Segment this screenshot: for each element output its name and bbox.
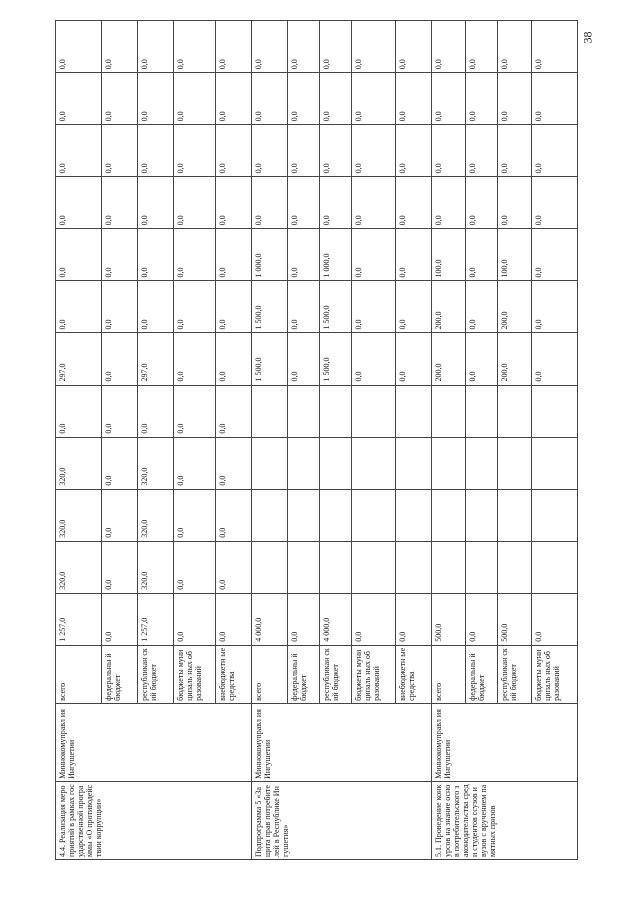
value-cell: 0,0 xyxy=(56,281,102,333)
value-cell: 0,0 xyxy=(396,125,432,177)
executor-cell: Миннокомуправл ия Ингушетии xyxy=(56,703,252,781)
value-cell: 0,0 xyxy=(396,333,432,385)
value-cell: 320,0 xyxy=(138,437,174,489)
value-cell xyxy=(320,541,352,593)
value-cell: 0,0 xyxy=(102,333,138,385)
value-cell: 0,0 xyxy=(102,73,138,125)
value-cell: 0,0 xyxy=(216,229,252,281)
value-cell xyxy=(396,437,432,489)
value-cell: 0,0 xyxy=(216,281,252,333)
value-cell: 0,0 xyxy=(252,73,288,125)
value-cell: 0,0 xyxy=(102,437,138,489)
value-cell: 0,0 xyxy=(216,385,252,437)
value-cell: 0,0 xyxy=(138,125,174,177)
value-cell: 0,0 xyxy=(466,177,498,229)
value-cell: 0,0 xyxy=(466,73,498,125)
value-cell: 0,0 xyxy=(216,541,252,593)
value-cell: 0,0 xyxy=(466,281,498,333)
value-cell: 0,0 xyxy=(216,489,252,541)
value-cell: 0,0 xyxy=(174,21,216,73)
value-cell: 100,0 xyxy=(432,229,466,281)
executor-cell: Миннокомуправл ия Ингушетии xyxy=(432,703,578,781)
page-number: 38 xyxy=(580,31,595,44)
value-cell: 0,0 xyxy=(288,73,320,125)
value-cell: 0,0 xyxy=(102,541,138,593)
value-cell: 0,0 xyxy=(532,229,578,281)
value-cell: 0,0 xyxy=(532,21,578,73)
value-cell xyxy=(288,437,320,489)
value-cell: 4 000,0 xyxy=(252,593,288,645)
value-cell: 0,0 xyxy=(498,125,532,177)
value-cell xyxy=(432,437,466,489)
value-cell: 0,0 xyxy=(466,21,498,73)
value-cell: 0,0 xyxy=(288,281,320,333)
value-cell: 0,0 xyxy=(174,177,216,229)
funding-source-cell: республикан ский бюджет xyxy=(498,645,532,703)
value-cell: 0,0 xyxy=(352,333,396,385)
value-cell: 200,0 xyxy=(498,333,532,385)
value-cell: 0,0 xyxy=(432,177,466,229)
value-cell: 0,0 xyxy=(102,281,138,333)
value-cell: 1 257,0 xyxy=(56,593,102,645)
value-cell: 500,0 xyxy=(432,593,466,645)
value-cell: 0,0 xyxy=(56,21,102,73)
funding-source-cell: республикан ский бюджет xyxy=(138,645,174,703)
value-cell: 0,0 xyxy=(102,177,138,229)
value-cell xyxy=(432,385,466,437)
value-cell: 0,0 xyxy=(320,21,352,73)
value-cell: 0,0 xyxy=(56,125,102,177)
value-cell xyxy=(532,437,578,489)
value-cell: 297,0 xyxy=(138,333,174,385)
value-cell xyxy=(466,541,498,593)
value-cell: 0,0 xyxy=(352,229,396,281)
value-cell: 0,0 xyxy=(174,125,216,177)
value-cell: 100,0 xyxy=(498,229,532,281)
value-cell: 0,0 xyxy=(252,177,288,229)
table-body xyxy=(56,21,578,860)
value-cell xyxy=(252,437,288,489)
value-cell: 0,0 xyxy=(174,541,216,593)
budget-table xyxy=(55,20,578,860)
funding-source-cell: бюджеты муниципаль ных образований xyxy=(532,645,578,703)
funding-source-cell: федеральны й бюджет xyxy=(466,645,498,703)
value-cell: 0,0 xyxy=(56,385,102,437)
value-cell: 320,0 xyxy=(56,541,102,593)
value-cell: 0,0 xyxy=(288,21,320,73)
value-cell xyxy=(252,385,288,437)
value-cell: 0,0 xyxy=(216,73,252,125)
value-cell: 0,0 xyxy=(138,21,174,73)
table-row xyxy=(432,21,466,860)
value-cell xyxy=(320,385,352,437)
value-cell: 0,0 xyxy=(174,229,216,281)
value-cell: 297,0 xyxy=(56,333,102,385)
value-cell: 0,0 xyxy=(396,73,432,125)
executor-cell: Миннокомуправл ия Ингушетии xyxy=(252,703,432,781)
value-cell: 0,0 xyxy=(102,229,138,281)
value-cell xyxy=(396,489,432,541)
value-cell xyxy=(288,541,320,593)
value-cell: 0,0 xyxy=(532,593,578,645)
value-cell: 0,0 xyxy=(56,73,102,125)
value-cell: 1 500,0 xyxy=(252,281,288,333)
value-cell: 320,0 xyxy=(138,489,174,541)
value-cell: 320,0 xyxy=(56,437,102,489)
value-cell: 320,0 xyxy=(56,489,102,541)
value-cell: 1 500,0 xyxy=(320,333,352,385)
value-cell: 0,0 xyxy=(174,489,216,541)
value-cell xyxy=(532,541,578,593)
value-cell xyxy=(466,385,498,437)
value-cell: 200,0 xyxy=(432,281,466,333)
value-cell xyxy=(252,541,288,593)
value-cell: 0,0 xyxy=(532,281,578,333)
value-cell: 0,0 xyxy=(102,593,138,645)
value-cell: 0,0 xyxy=(352,125,396,177)
value-cell xyxy=(320,437,352,489)
funding-source-cell: республикан ский бюджет xyxy=(320,645,352,703)
value-cell: 1 500,0 xyxy=(252,333,288,385)
value-cell: 320,0 xyxy=(138,541,174,593)
value-cell: 0,0 xyxy=(498,21,532,73)
funding-source-cell: всего xyxy=(56,645,102,703)
value-cell xyxy=(352,541,396,593)
row-title-cell: 4.4. Реализация мероприятий в рамках государственной программы «О противодействии коррупции» xyxy=(56,781,252,859)
value-cell xyxy=(498,437,532,489)
table-row xyxy=(252,21,288,860)
value-cell xyxy=(466,437,498,489)
row-title-cell: 5.1. Проведение конкурсов на знание основ потребительского законодательства среди студентов ссузов и вузов с вручением памятных призов xyxy=(432,781,578,859)
value-cell: 1 000,0 xyxy=(320,229,352,281)
value-cell: 0,0 xyxy=(174,385,216,437)
value-cell xyxy=(466,489,498,541)
value-cell: 0,0 xyxy=(216,593,252,645)
value-cell xyxy=(532,385,578,437)
value-cell: 1 000,0 xyxy=(252,229,288,281)
value-cell: 0,0 xyxy=(352,281,396,333)
value-cell: 0,0 xyxy=(466,229,498,281)
value-cell: 0,0 xyxy=(396,229,432,281)
value-cell: 0,0 xyxy=(288,177,320,229)
value-cell: 0,0 xyxy=(288,333,320,385)
value-cell: 0,0 xyxy=(138,229,174,281)
value-cell xyxy=(396,385,432,437)
value-cell: 0,0 xyxy=(138,281,174,333)
value-cell: 0,0 xyxy=(102,489,138,541)
value-cell: 0,0 xyxy=(174,333,216,385)
value-cell: 0,0 xyxy=(288,593,320,645)
value-cell: 0,0 xyxy=(466,593,498,645)
value-cell: 0,0 xyxy=(432,125,466,177)
value-cell xyxy=(432,489,466,541)
value-cell: 0,0 xyxy=(532,73,578,125)
value-cell: 0,0 xyxy=(138,177,174,229)
value-cell: 0,0 xyxy=(138,73,174,125)
value-cell: 1 500,0 xyxy=(320,281,352,333)
value-cell: 0,0 xyxy=(396,177,432,229)
row-title-cell: Подпрограмма 5 «Защита прав потребителей в Республике Ингушетия» xyxy=(252,781,432,859)
value-cell: 0,0 xyxy=(532,177,578,229)
value-cell: 0,0 xyxy=(174,281,216,333)
value-cell xyxy=(252,489,288,541)
value-cell: 0,0 xyxy=(174,437,216,489)
value-cell xyxy=(288,489,320,541)
value-cell xyxy=(432,541,466,593)
value-cell xyxy=(396,541,432,593)
table-row xyxy=(56,21,102,860)
value-cell: 0,0 xyxy=(102,21,138,73)
value-cell: 0,0 xyxy=(252,21,288,73)
value-cell: 0,0 xyxy=(252,125,288,177)
funding-source-cell: бюджеты муниципаль ных образований xyxy=(174,645,216,703)
value-cell xyxy=(352,385,396,437)
value-cell: 0,0 xyxy=(56,177,102,229)
funding-source-cell: внебюджетн ые средства xyxy=(216,645,252,703)
value-cell: 0,0 xyxy=(56,229,102,281)
funding-source-cell: федеральны й бюджет xyxy=(102,645,138,703)
value-cell: 0,0 xyxy=(498,73,532,125)
value-cell xyxy=(320,489,352,541)
value-cell: 0,0 xyxy=(396,281,432,333)
value-cell: 0,0 xyxy=(102,385,138,437)
value-cell: 0,0 xyxy=(288,125,320,177)
value-cell: 0,0 xyxy=(532,125,578,177)
value-cell xyxy=(498,385,532,437)
value-cell: 0,0 xyxy=(432,73,466,125)
value-cell: 0,0 xyxy=(320,73,352,125)
value-cell: 1 257,0 xyxy=(138,593,174,645)
funding-source-cell: всего xyxy=(432,645,466,703)
value-cell: 0,0 xyxy=(466,333,498,385)
value-cell: 0,0 xyxy=(320,177,352,229)
value-cell: 0,0 xyxy=(352,593,396,645)
value-cell xyxy=(352,437,396,489)
value-cell: 0,0 xyxy=(102,125,138,177)
funding-source-cell: внебюджетн ые средства xyxy=(396,645,432,703)
value-cell: 0,0 xyxy=(216,125,252,177)
value-cell xyxy=(498,541,532,593)
value-cell: 0,0 xyxy=(466,125,498,177)
value-cell xyxy=(352,489,396,541)
value-cell: 4 000,0 xyxy=(320,593,352,645)
value-cell xyxy=(532,489,578,541)
value-cell: 0,0 xyxy=(498,177,532,229)
value-cell: 0,0 xyxy=(396,593,432,645)
value-cell: 200,0 xyxy=(432,333,466,385)
value-cell: 200,0 xyxy=(498,281,532,333)
rotated-table-container xyxy=(55,20,561,860)
funding-source-cell: всего xyxy=(252,645,288,703)
value-cell: 0,0 xyxy=(432,21,466,73)
value-cell: 0,0 xyxy=(352,73,396,125)
value-cell: 0,0 xyxy=(174,593,216,645)
value-cell: 0,0 xyxy=(288,229,320,281)
value-cell: 500,0 xyxy=(498,593,532,645)
value-cell: 0,0 xyxy=(352,21,396,73)
value-cell: 0,0 xyxy=(216,333,252,385)
value-cell: 0,0 xyxy=(138,385,174,437)
value-cell: 0,0 xyxy=(532,333,578,385)
value-cell: 0,0 xyxy=(216,21,252,73)
value-cell: 0,0 xyxy=(396,21,432,73)
funding-source-cell: федеральны й бюджет xyxy=(288,645,320,703)
value-cell xyxy=(288,385,320,437)
funding-source-cell: бюджеты муниципаль ных образований xyxy=(352,645,396,703)
value-cell: 0,0 xyxy=(352,177,396,229)
value-cell: 0,0 xyxy=(174,73,216,125)
value-cell: 0,0 xyxy=(320,125,352,177)
value-cell: 0,0 xyxy=(216,177,252,229)
value-cell: 0,0 xyxy=(216,437,252,489)
value-cell xyxy=(498,489,532,541)
